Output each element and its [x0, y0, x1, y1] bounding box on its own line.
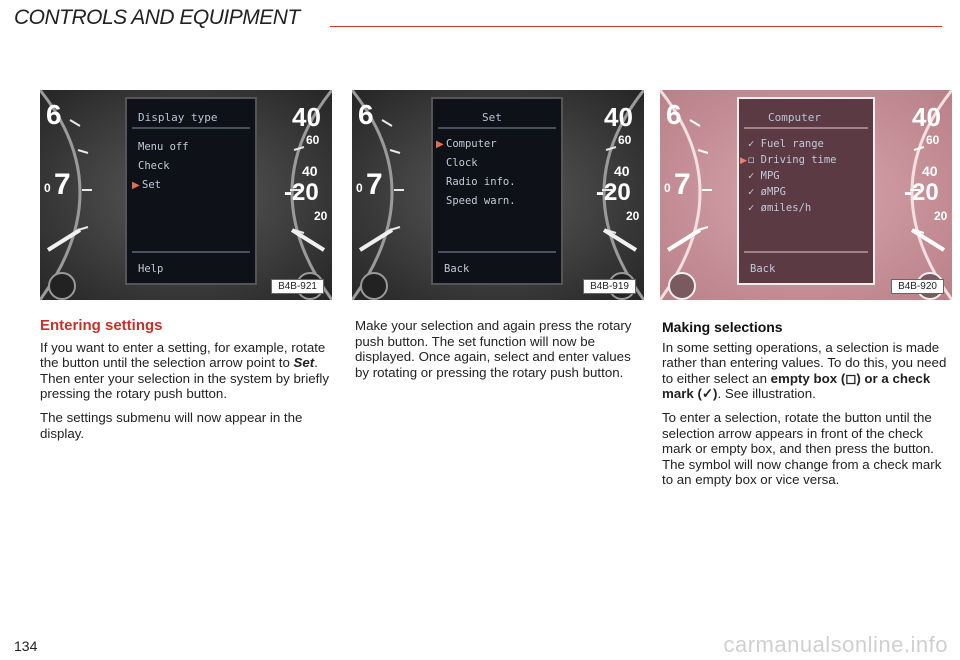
- screen-footer: Back: [750, 263, 776, 275]
- gauge-number: 20: [314, 209, 328, 223]
- figure-computer-menu: [660, 90, 952, 300]
- screen-footer: Help: [138, 263, 164, 275]
- figure-display-type: [40, 90, 332, 300]
- gauge-number: 0: [356, 181, 363, 195]
- gauge-number: 6: [46, 99, 62, 130]
- screen-item: ✓ MPG: [748, 170, 780, 182]
- gauge-number: 0: [44, 181, 51, 195]
- gauge-number: 20: [626, 209, 640, 223]
- instrument-cluster-2: [352, 90, 644, 300]
- display-screen: [126, 98, 256, 284]
- selection-arrow-icon: ▶: [436, 139, 444, 150]
- screen-item: Speed warn.: [446, 195, 516, 207]
- column-entering-settings: [40, 318, 335, 449]
- header-rule: [330, 26, 942, 27]
- instrument-cluster-1: [40, 90, 332, 300]
- screen-title: Set: [482, 111, 502, 124]
- gauge-number: 20: [934, 209, 948, 223]
- screen-item: ✓ ømiles/h: [748, 202, 812, 214]
- screen-title: Computer: [768, 111, 821, 124]
- display-screen: [432, 98, 562, 284]
- gauge-number: 60: [618, 133, 632, 147]
- screen-item-selected: Computer: [446, 138, 497, 150]
- screen-footer: Back: [444, 263, 470, 275]
- gauge-number: 7: [366, 168, 383, 201]
- gauge-number: 40: [912, 102, 941, 132]
- keyword-selection: empty box (◻) or a check mark (✓): [662, 370, 931, 402]
- column-set-function: [355, 318, 645, 388]
- page-number: 134: [14, 638, 38, 654]
- screen-item: Check: [138, 160, 170, 172]
- paragraph: In some setting operations, a selection is made rather than entering values. To do this, you need to either select an empty box (◻) or a check mark (✓). See illustration.: [662, 339, 947, 402]
- gauge-number: 6: [358, 99, 374, 130]
- gauge-number: -20: [904, 179, 939, 206]
- gauge-number: 7: [674, 168, 691, 201]
- paragraph: To enter a selection, rotate the button until the selection arrow appears in front of the check mark or empty box, and then press the button. The symbol will now change from a check mark to an empty box or vice versa.: [662, 409, 942, 488]
- gauge-number: 40: [922, 163, 938, 179]
- screen-item: ✓ øMPG: [748, 186, 786, 198]
- gauge-number: 40: [292, 102, 321, 132]
- paragraph: If you want to enter a setting, for example, rotate the button until the selection arrow point to Set. Then enter your selection in the system by briefly pressing the rotary push button.: [40, 339, 329, 402]
- figure-set-menu: [352, 90, 644, 300]
- column-making-selections: [662, 320, 952, 496]
- figure-code: B4B-919: [583, 279, 636, 294]
- screen-title: Display type: [138, 111, 218, 124]
- section-header: CONTROLS AND EQUIPMENT: [14, 6, 300, 29]
- keyword-set: Set: [293, 355, 315, 371]
- gauge-number: 7: [54, 168, 71, 201]
- gauge-number: -20: [284, 179, 319, 206]
- gauge-number: 60: [306, 133, 320, 147]
- gauge-number: -20: [596, 179, 631, 206]
- figure-code: B4B-921: [271, 279, 324, 294]
- screen-item-selected: ◻ Driving time: [748, 154, 837, 166]
- paragraph: The settings submenu will now appear in the display.: [40, 409, 303, 441]
- screen-item-selected: Set: [142, 179, 161, 191]
- screen-item: Clock: [446, 157, 478, 169]
- section-heading: Entering settings: [40, 317, 163, 334]
- gauge-number: 40: [302, 163, 318, 179]
- gauge-number: 0: [664, 181, 671, 195]
- selection-arrow-icon: ▶: [740, 155, 747, 165]
- section-heading: Making selections: [662, 319, 783, 335]
- watermark: carmanualsonline.info: [723, 632, 948, 657]
- selection-arrow-icon: ▶: [132, 180, 140, 191]
- figure-code: B4B-920: [891, 279, 944, 294]
- screen-item: Radio info.: [446, 176, 516, 188]
- paragraph: Make your selection and again press the rotary push button. The set function will now be displayed. Once again, select and enter values by rotating or pressing the rotary push button.: [355, 318, 632, 380]
- screen-item: Menu off: [138, 141, 189, 153]
- gauge-number: 40: [604, 102, 633, 132]
- gauge-number: 40: [614, 163, 630, 179]
- gauge-number: 60: [926, 133, 940, 147]
- gauge-number: 6: [666, 99, 682, 130]
- screen-item: ✓ Fuel range: [748, 138, 824, 150]
- instrument-cluster-3: [660, 90, 952, 300]
